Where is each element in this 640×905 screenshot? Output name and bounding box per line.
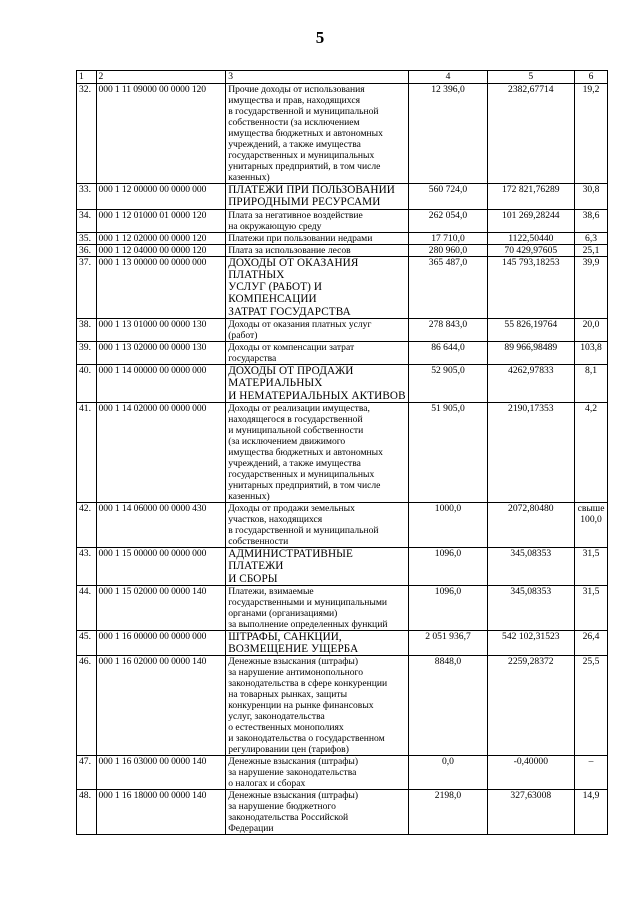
execution-percent-cell	[575, 630, 608, 656]
row-number-cell	[77, 244, 97, 256]
revenue-name-text: Плата за негативное воздействие на окружающую среду	[228, 209, 363, 232]
execution-percent-cell	[575, 502, 608, 547]
table-row	[77, 84, 608, 184]
budget-code-text: 000 1 16 03000 00 0000 140	[98, 756, 207, 768]
row-number-text: 42.	[79, 502, 91, 514]
actual-amount-cell	[487, 585, 574, 630]
execution-percent-text: 8,1	[585, 365, 598, 377]
row-number-cell	[77, 656, 97, 756]
column-header-name: 3	[226, 71, 409, 84]
actual-amount-cell	[487, 790, 574, 835]
execution-percent-cell	[575, 656, 608, 756]
execution-percent-cell	[575, 402, 608, 502]
execution-percent-cell	[575, 232, 608, 244]
revenue-name-cell	[226, 256, 409, 318]
plan-amount-cell	[409, 502, 487, 547]
row-number-cell	[77, 365, 97, 403]
row-number-text: 48.	[79, 790, 91, 802]
execution-percent-text: 4,2	[585, 402, 598, 414]
actual-amount-text: 89 966,98489	[504, 342, 558, 354]
table-row	[77, 402, 608, 502]
row-number-cell	[77, 232, 97, 244]
budget-code-cell	[96, 630, 226, 656]
row-number-text: 45.	[79, 630, 91, 642]
execution-percent-cell	[575, 342, 608, 365]
plan-amount-text: 17 710,0	[431, 232, 465, 244]
plan-amount-cell	[409, 319, 487, 342]
execution-percent-text: 31,5	[582, 585, 600, 597]
row-number-cell	[77, 319, 97, 342]
plan-amount-cell	[409, 790, 487, 835]
revenue-name-text: Платежи, взимаемые государственными и муниципальными органами (организациями) за выполнение определенных функций	[228, 585, 388, 630]
table-row	[77, 365, 608, 403]
row-number-text: 33.	[79, 184, 91, 195]
execution-percent-text: 31,5	[582, 547, 600, 559]
row-number-text: 46.	[79, 656, 91, 668]
plan-amount-cell	[409, 547, 487, 585]
actual-amount-text: 70 429,97605	[504, 244, 558, 256]
budget-code-cell	[96, 84, 226, 184]
revenue-name-text: Доходы от оказания платных услуг (работ)	[228, 319, 372, 342]
plan-amount-cell	[409, 365, 487, 403]
actual-amount-cell	[487, 84, 574, 184]
table-row	[77, 547, 608, 585]
revenue-name-text: Денежные взыскания (штрафы) за нарушение законодательства о налогах и сборах	[228, 756, 359, 790]
execution-percent-cell	[575, 256, 608, 318]
row-number-cell	[77, 184, 97, 210]
table-row	[77, 756, 608, 790]
page-number: 5	[315, 28, 325, 47]
budget-code-cell	[96, 319, 226, 342]
revenue-name-text: ДОХОДЫ ОТ ПРОДАЖИ МАТЕРИАЛЬНЫХ И НЕМАТЕРИАЛЬНЫХ АКТИВОВ	[228, 365, 406, 402]
execution-percent-cell	[575, 319, 608, 342]
row-number-text: 38.	[79, 319, 91, 331]
plan-amount-cell	[409, 84, 487, 184]
actual-amount-text: 2072,80480	[508, 502, 554, 514]
row-number-text: 47.	[79, 756, 91, 768]
row-number-cell	[77, 502, 97, 547]
row-number-text: 39.	[79, 342, 91, 354]
plan-amount-text: 262 054,0	[428, 209, 468, 221]
revenue-name-text: Плата за использование лесов	[228, 244, 351, 256]
plan-amount-cell	[409, 402, 487, 502]
budget-code-text: 000 1 12 00000 00 0000 000	[98, 184, 207, 195]
actual-amount-text: 2382,67714	[508, 84, 554, 95]
plan-amount-text: 1000,0	[434, 502, 462, 514]
row-number-cell	[77, 342, 97, 365]
budget-code-text: 000 1 13 00000 00 0000 000	[98, 256, 207, 268]
revenue-name-text: Доходы от реализации имущества, находящегося в государственной и муниципальной собственности (за исключением движимого имущества бюджетных и автономных учреждений, а также имущества государственных и муниципальных унитарных предприятий, в том числе казенных)	[228, 402, 383, 502]
plan-amount-text: 560 724,0	[428, 184, 468, 195]
execution-percent-text: 38,6	[582, 209, 600, 221]
actual-amount-text: 345,08353	[510, 585, 552, 597]
row-number-text: 37.	[79, 256, 91, 268]
table-row	[77, 502, 608, 547]
revenue-name-cell	[226, 184, 409, 210]
actual-amount-cell	[487, 244, 574, 256]
table-row	[77, 232, 608, 244]
execution-percent-cell	[575, 365, 608, 403]
row-number-cell	[77, 547, 97, 585]
revenue-name-text: Денежные взыскания (штрафы) за нарушение бюджетного законодательства Российской Федерации	[228, 790, 359, 835]
actual-amount-text: 172 821,76289	[502, 184, 560, 195]
budget-code-text: 000 1 12 01000 01 0000 120	[98, 209, 207, 221]
revenue-name-text: ШТРАФЫ, САНКЦИИ, ВОЗМЕЩЕНИЕ УЩЕРБА	[228, 630, 359, 656]
execution-percent-cell	[575, 209, 608, 232]
plan-amount-cell	[409, 184, 487, 210]
table-header-row	[77, 71, 608, 84]
revenue-name-cell	[226, 756, 409, 790]
revenue-name-cell	[226, 630, 409, 656]
actual-amount-cell	[487, 547, 574, 585]
table-row	[77, 342, 608, 365]
plan-amount-text: 12 396,0	[431, 84, 465, 95]
revenue-name-cell	[226, 790, 409, 835]
table-row	[77, 319, 608, 342]
actual-amount-cell	[487, 209, 574, 232]
revenue-name-cell	[226, 84, 409, 184]
execution-percent-cell	[575, 790, 608, 835]
execution-percent-cell	[575, 547, 608, 585]
execution-percent-text: 6,3	[585, 232, 598, 244]
budget-code-cell	[96, 244, 226, 256]
plan-amount-text: 365 487,0	[428, 256, 468, 268]
revenue-name-text: АДМИНИСТРАТИВНЫЕ ПЛАТЕЖИ И СБОРЫ	[228, 547, 353, 585]
row-number-text: 43.	[79, 547, 91, 559]
budget-code-text: 000 1 12 02000 00 0000 120	[98, 232, 207, 244]
plan-amount-text: 280 960,0	[428, 244, 468, 256]
revenue-name-cell	[226, 365, 409, 403]
revenue-name-text: Прочие доходы от использования имущества и прав, находящихся в государственной и муниципальной собственности (за исключением имущества бюджетных и автономных учреждений, а также имущества государственных и муниципальных унитарных предприятий, в том числе казенных)	[228, 84, 383, 183]
budget-code-text: 000 1 14 02000 00 0000 000	[98, 402, 207, 414]
row-number-cell	[77, 84, 97, 184]
revenue-name-cell	[226, 502, 409, 547]
table-row	[77, 630, 608, 656]
execution-percent-cell	[575, 84, 608, 184]
revenue-name-text: ДОХОДЫ ОТ ОКАЗАНИЯ ПЛАТНЫХ УСЛУГ (РАБОТ) И КОМПЕНСАЦИИ ЗАТРАТ ГОСУДАРСТВА	[228, 256, 359, 318]
execution-percent-text: 30,8	[582, 184, 600, 195]
plan-amount-cell	[409, 756, 487, 790]
execution-percent-text: 25,1	[582, 244, 600, 256]
row-number-text: 36.	[79, 244, 91, 256]
row-number-cell	[77, 630, 97, 656]
table-row	[77, 256, 608, 318]
actual-amount-text: 55 826,19764	[504, 319, 558, 331]
actual-amount-cell	[487, 232, 574, 244]
actual-amount-cell	[487, 184, 574, 210]
budget-code-cell	[96, 342, 226, 365]
actual-amount-text: 101 269,28244	[502, 209, 560, 221]
revenue-name-text: ПЛАТЕЖИ ПРИ ПОЛЬЗОВАНИИ ПРИРОДНЫМИ РЕСУРСАМИ	[228, 184, 395, 209]
revenue-name-cell	[226, 402, 409, 502]
budget-revenue-table	[76, 70, 608, 835]
row-number-text: 32.	[79, 84, 91, 95]
execution-percent-cell	[575, 756, 608, 790]
revenue-name-text: Доходы от компенсации затрат государства	[228, 342, 355, 365]
table-body	[77, 84, 608, 835]
plan-amount-cell	[409, 256, 487, 318]
budget-code-text: 000 1 14 00000 00 0000 000	[98, 365, 207, 377]
execution-percent-text: 20,0	[582, 319, 600, 331]
plan-amount-cell	[409, 656, 487, 756]
budget-code-cell	[96, 184, 226, 210]
actual-amount-cell	[487, 656, 574, 756]
execution-percent-text: 19,2	[582, 84, 600, 95]
column-header-percent: 6	[575, 71, 608, 84]
row-number-text: 44.	[79, 585, 91, 597]
table-row	[77, 209, 608, 232]
row-number-text: 41.	[79, 402, 91, 414]
actual-amount-text: 542 102,31523	[502, 630, 560, 642]
actual-amount-cell	[487, 342, 574, 365]
actual-amount-cell	[487, 756, 574, 790]
plan-amount-cell	[409, 630, 487, 656]
budget-code-cell	[96, 232, 226, 244]
execution-percent-text: 39,9	[582, 256, 600, 268]
row-number-cell	[77, 256, 97, 318]
revenue-name-cell	[226, 585, 409, 630]
budget-code-cell	[96, 209, 226, 232]
column-header-number: 1	[77, 71, 97, 84]
actual-amount-cell	[487, 402, 574, 502]
row-number-cell	[77, 209, 97, 232]
budget-code-cell	[96, 790, 226, 835]
actual-amount-cell	[487, 502, 574, 547]
budget-code-cell	[96, 502, 226, 547]
actual-amount-cell	[487, 319, 574, 342]
plan-amount-text: 0,0	[441, 756, 454, 768]
budget-code-cell	[96, 756, 226, 790]
budget-code-text: 000 1 13 01000 00 0000 130	[98, 319, 207, 331]
table-row	[77, 790, 608, 835]
plan-amount-text: 2 051 936,7	[425, 630, 471, 642]
row-number-cell	[77, 790, 97, 835]
column-header-code: 2	[96, 71, 226, 84]
budget-code-text: 000 1 13 02000 00 0000 130	[98, 342, 207, 354]
execution-percent-cell	[575, 184, 608, 210]
budget-code-text: 000 1 15 02000 00 0000 140	[98, 585, 207, 597]
plan-amount-cell	[409, 244, 487, 256]
table-row	[77, 656, 608, 756]
plan-amount-text: 51 905,0	[431, 402, 465, 414]
budget-code-text: 000 1 16 00000 00 0000 000	[98, 630, 207, 642]
actual-amount-text: -0,40000	[513, 756, 548, 768]
revenue-name-cell	[226, 232, 409, 244]
budget-code-text: 000 1 11 09000 00 0000 120	[98, 84, 206, 95]
execution-percent-text: 25,5	[582, 656, 600, 668]
revenue-name-cell	[226, 209, 409, 232]
budget-code-text: 000 1 16 02000 00 0000 140	[98, 656, 207, 668]
plan-amount-text: 86 644,0	[431, 342, 465, 354]
column-header-fact: 5	[487, 71, 574, 84]
plan-amount-cell	[409, 232, 487, 244]
plan-amount-cell	[409, 209, 487, 232]
revenue-name-cell	[226, 319, 409, 342]
row-number-text: 40.	[79, 365, 91, 377]
execution-percent-text: 14,9	[582, 790, 600, 802]
actual-amount-cell	[487, 365, 574, 403]
plan-amount-text: 8848,0	[434, 656, 462, 668]
revenue-name-cell	[226, 547, 409, 585]
revenue-name-text: Доходы от продажи земельных участков, находящихся в государственной и муниципальной собственности	[228, 502, 379, 547]
actual-amount-text: 145 793,18253	[502, 256, 560, 268]
row-number-cell	[77, 756, 97, 790]
table-row	[77, 244, 608, 256]
table-row	[77, 585, 608, 630]
budget-code-text: 000 1 16 18000 00 0000 140	[98, 790, 207, 802]
budget-code-cell	[96, 656, 226, 756]
budget-code-cell	[96, 365, 226, 403]
budget-code-cell	[96, 256, 226, 318]
revenue-name-text: Платежи при пользовании недрами	[228, 232, 373, 244]
actual-amount-cell	[487, 630, 574, 656]
actual-amount-text: 345,08353	[510, 547, 552, 559]
budget-code-text: 000 1 15 00000 00 0000 000	[98, 547, 207, 559]
revenue-name-cell	[226, 656, 409, 756]
budget-code-cell	[96, 402, 226, 502]
actual-amount-text: 1122,50440	[508, 232, 554, 244]
plan-amount-cell	[409, 342, 487, 365]
revenue-name-text: Денежные взыскания (штрафы) за нарушение антимонопольного законодательства в сфере конкуренции на товарных рынках, защиты конкуренции на рынке финансовых услуг, законодательства о естественных монополиях и законодательства о государственном регулировании цен (тарифов)	[228, 656, 388, 756]
revenue-name-cell	[226, 244, 409, 256]
budget-code-text: 000 1 14 06000 00 0000 430	[98, 502, 207, 514]
plan-amount-text: 52 905,0	[431, 365, 465, 377]
plan-amount-text: 278 843,0	[428, 319, 468, 331]
budget-code-text: 000 1 12 04000 00 0000 120	[98, 244, 207, 256]
actual-amount-text: 2190,17353	[508, 402, 554, 414]
row-number-cell	[77, 402, 97, 502]
actual-amount-text: 4262,97833	[508, 365, 554, 377]
execution-percent-text: 103,8	[580, 342, 602, 354]
table-row	[77, 184, 608, 210]
execution-percent-cell	[575, 244, 608, 256]
plan-amount-cell	[409, 585, 487, 630]
actual-amount-text: 327,63008	[510, 790, 552, 802]
actual-amount-text: 2259,28372	[508, 656, 554, 668]
row-number-text: 34.	[79, 209, 91, 221]
execution-percent-text: 26,4	[582, 630, 600, 642]
budget-code-cell	[96, 547, 226, 585]
actual-amount-cell	[487, 256, 574, 318]
row-number-cell	[77, 585, 97, 630]
execution-percent-text: –	[588, 756, 594, 768]
execution-percent-text: свыше 100,0	[577, 502, 605, 525]
revenue-name-cell	[226, 342, 409, 365]
budget-code-cell	[96, 585, 226, 630]
column-header-plan: 4	[409, 71, 487, 84]
plan-amount-text: 2198,0	[434, 790, 462, 802]
row-number-text: 35.	[79, 232, 91, 244]
plan-amount-text: 1096,0	[434, 585, 462, 597]
plan-amount-text: 1096,0	[434, 547, 462, 559]
execution-percent-cell	[575, 585, 608, 630]
